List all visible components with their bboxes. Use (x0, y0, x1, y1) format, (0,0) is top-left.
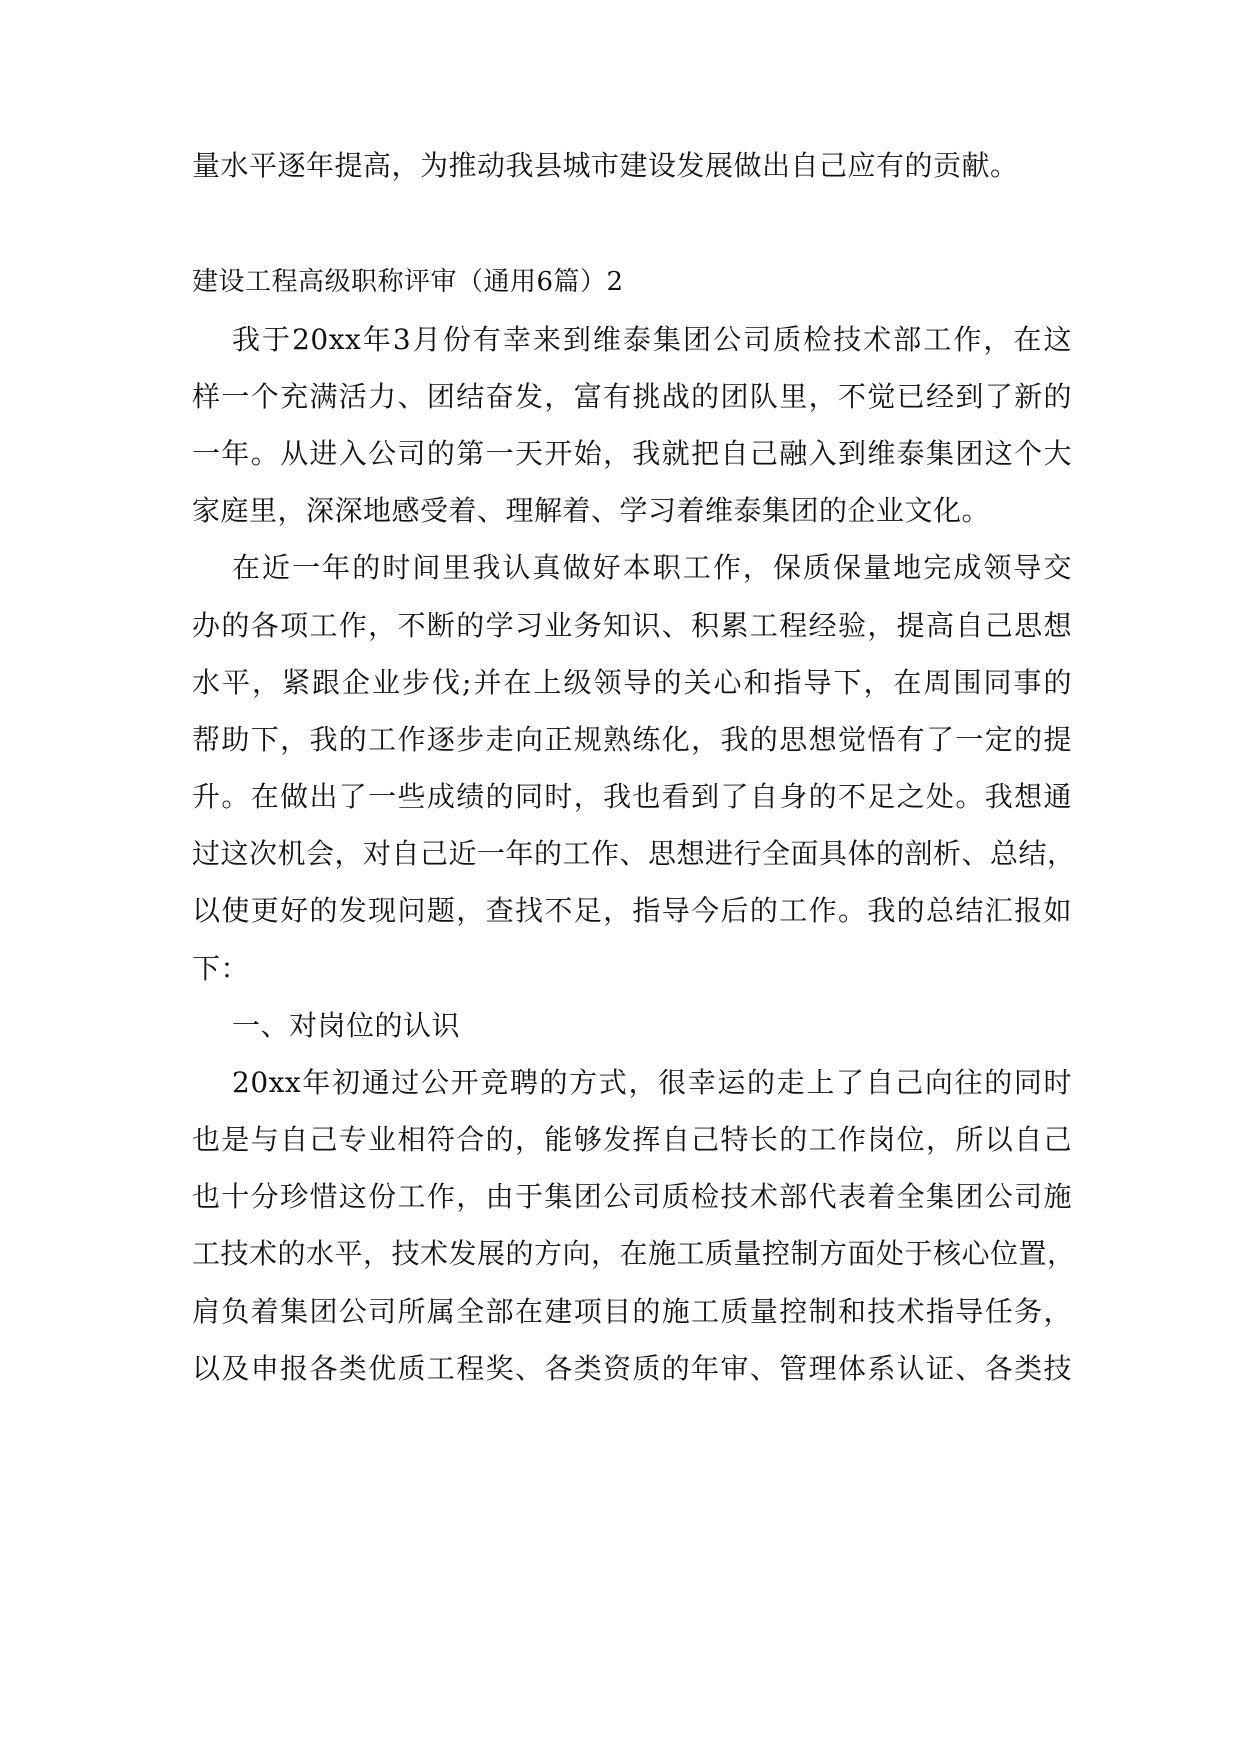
subsection-heading: 一、对岗位的认识 (232, 1009, 461, 1042)
paragraph-line: 家庭里，深深地感受着、理解着、学习着维泰集团的企业文化。 (192, 494, 991, 527)
paragraph-line: 下： (192, 952, 250, 985)
paragraph-line: 升。在做出了一些成绩的同时，我也看到了自身的不足之处。我想通 (192, 780, 1072, 813)
paragraph-line: 肩负着集团公司所属全部在建项目的施工质量控制和技术指导任务， (192, 1295, 1072, 1328)
paragraph-line: 过这次机会，对自己近一年的工作、思想进行全面具体的剖析、总结， (192, 837, 1076, 870)
paragraph-line: 20xx年初通过公开竞聘的方式，很幸运的走上了自己向往的同时 (232, 1066, 1072, 1099)
paragraph-line: 以及申报各类优质工程奖、各类资质的年审、管理体系认证、各类技 (192, 1352, 1072, 1385)
paragraph-line: 量水平逐年提高，为推动我县城市建设发展做出自己应有的贡献。 (192, 149, 1019, 182)
paragraph-line: 以使更好的发现问题，查找不足，指导今后的工作。我的总结汇报如 (192, 894, 1072, 927)
paragraph-line: 帮助下，我的工作逐步走向正规熟练化，我的思想觉悟有了一定的提 (192, 723, 1072, 756)
paragraph-line: 水平，紧跟企业步伐;并在上级领导的关心和指导下，在周围同事的 (192, 666, 1072, 699)
paragraph-line: 在近一年的时间里我认真做好本职工作，保质保量地完成领导交 (232, 551, 1072, 584)
paragraph-line: 样一个充满活力、团结奋发，富有挑战的团队里，不觉已经到了新的 (192, 380, 1072, 413)
paragraph-line: 办的各项工作，不断的学习业务知识、积累工程经验，提高自己思想 (192, 609, 1072, 642)
paragraph-line: 一年。从进入公司的第一天开始，我就把自己融入到维泰集团这个大 (192, 437, 1072, 470)
paragraph-line: 工技术的水平，技术发展的方向，在施工质量控制方面处于核心位置， (192, 1237, 1076, 1270)
section-heading: 建设工程高级职称评审（通用6篇）2 (192, 267, 624, 297)
paragraph-line: 也十分珍惜这份工作，由于集团公司质检技术部代表着全集团公司施 (192, 1180, 1072, 1213)
paragraph-line: 也是与自己专业相符合的，能够发挥自己特长的工作岗位，所以自己 (192, 1123, 1072, 1156)
paragraph-line: 我于20xx年3月份有幸来到维泰集团公司质检技术部工作，在这 (232, 323, 1072, 356)
